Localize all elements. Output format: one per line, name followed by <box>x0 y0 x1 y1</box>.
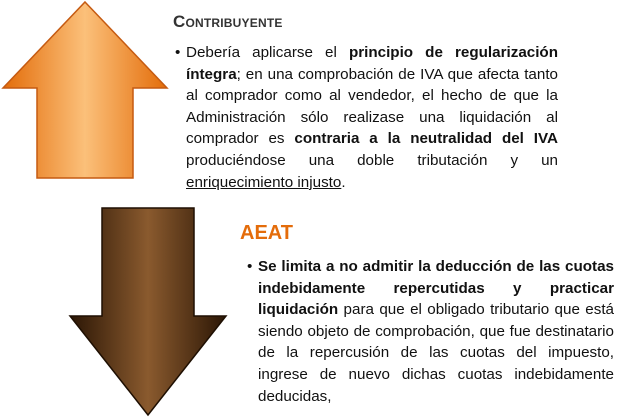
contribuyente-underline-1: enriquecimiento injusto <box>186 173 342 191</box>
contribuyente-text-3: produciéndose una doble tributación y un <box>186 151 558 169</box>
contribuyente-bold-1: principio de regularización íntegra <box>186 44 558 83</box>
contribuyente-text-4: . <box>341 173 346 191</box>
bullet-dot: • <box>175 44 181 61</box>
aeat-bold-1: Se limita a no admitir la deducción de las cuotas indebidamente repercutidas y practicar liquidación <box>258 258 614 319</box>
contribuyente-heading: Contribuyente <box>173 12 283 31</box>
aeat-heading: AEAT <box>240 222 293 244</box>
contribuyente-bullet <box>175 42 558 193</box>
contribuyente-text-1: Debería aplicarse el <box>186 44 349 61</box>
aeat-text-1: para que el obligado tributario que está siendo objeto de comprobación, que fue destinatario de la repercusión de las cuotas del impuesto, ingrese de nuevo dichas cuotas indebidamente deducidas, <box>258 301 614 405</box>
contribuyente-text-2: ; en una comprobación de IVA que afecta tanto al comprador como al vendedor, el hecho de que la Administración sólo realizase una liquidación al comprador es <box>186 65 558 148</box>
aeat-bullet <box>247 256 614 407</box>
orange-up-arrow <box>0 0 170 180</box>
brown-down-arrow <box>68 206 228 417</box>
contribuyente-bold-2: contraria a la neutralidad del IVA <box>294 130 558 148</box>
bullet-dot: • <box>247 258 253 275</box>
